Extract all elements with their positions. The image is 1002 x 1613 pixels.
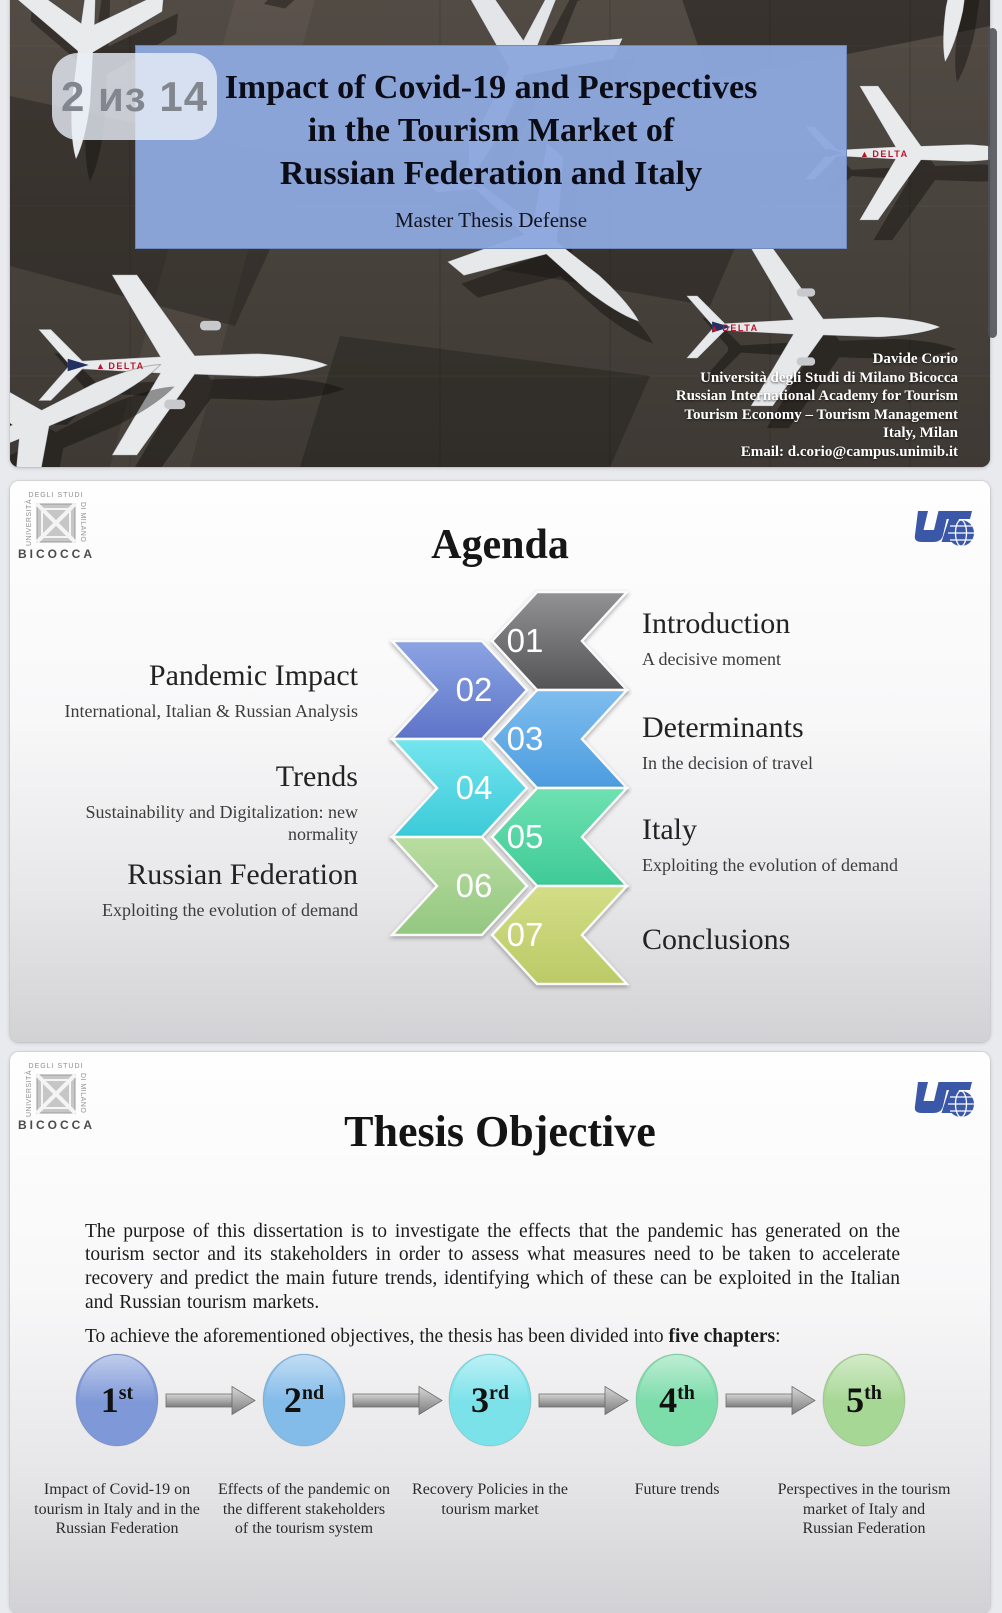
chapter-caption-5: Perspectives in the tourism market of Italy and Russian Federation [777,1481,951,1537]
chapter-caption-1: Impact of Covid-19 on tourism in Italy and in the Russian Federation [34,1481,200,1537]
agenda-label-italy [642,813,972,876]
chapter-caption-3: Recovery Policies in the tourism market [412,1481,568,1518]
delta-wordmark: ▲ DELTA [96,361,145,371]
chapters-diagram [30,1345,970,1457]
unimib-logo-name: BICOCCA [18,1118,95,1133]
chapter-circle-2 [263,1354,345,1446]
svg-text:4th: 4th [659,1380,695,1420]
step-number: 07 [506,916,544,953]
agenda-item-subtitle: Sustainability and Digitalization: new normality [85,802,358,844]
author-location: Italy, Milan [882,425,958,441]
author-program: Tourism Economy – Tourism Management [684,406,958,423]
chapter-arrow [353,1387,442,1415]
chapter-circle-3 [449,1354,531,1446]
chapter-circle-5 [823,1354,905,1446]
author-academy: Russian International Academy for Tourism [675,388,958,404]
scrollbar-thumb[interactable] [988,28,997,338]
svg-text:1st: 1st [100,1380,134,1420]
unimib-logo-name: BICOCCA [18,547,95,562]
agenda-label-introduction [642,607,972,670]
step-number: 06 [455,867,493,904]
agenda-item-subtitle: Exploiting the evolution of demand [642,855,898,875]
unimib-logo-text: DI MILANO [79,1073,86,1114]
step-number: 04 [455,769,493,806]
step-number: 05 [506,818,544,855]
author-university: Università degli Studi di Milano Bicocca [700,369,958,386]
chapter-circle-4 [636,1354,718,1446]
thesis-title-line: Russian Federation and Italy [279,155,703,192]
step-number: 03 [506,720,544,757]
agenda-label-russian-federation [18,858,358,921]
agenda-label-pandemic-impact [18,659,358,722]
slide-thesis-objective[interactable] [10,1052,990,1613]
svg-text:5th: 5th [846,1380,882,1420]
agenda-item-subtitle: Exploiting the evolution of demand [102,900,358,920]
agenda-item-title: Pandemic Impact [148,659,358,692]
agenda-item-title: Trends [275,760,358,793]
agenda-item-subtitle: A decisive moment [642,649,781,669]
agenda-item-title: Determinants [642,711,804,744]
objective-paragraph: The purpose of this dissertation is to investigate the effects that the pandemic has generated on the tourism sector and its stakeholders in order to assess what measures need to be taken to accelerate recovery and predict the main future trends, identifying which of these can be exploited in the Italian and Russian tourism markets. [85,1220,900,1313]
unimib-logo-text: UNIVERSITÀ [26,499,33,547]
svg-text:3rd: 3rd [471,1380,509,1420]
author-name: Davide Corio [872,351,958,367]
step-number: 02 [455,671,493,708]
author-email: Email: d.corio@campus.unimib.it [740,443,958,460]
svg-text:2nd: 2nd [283,1380,325,1420]
author-block [676,350,958,461]
slide-agenda[interactable] [10,481,990,1042]
agenda-heading: Agenda [431,522,569,568]
chapter-caption-2: Effects of the pandemic on the different stakeholders of the tourism system [217,1481,391,1537]
step-number: 01 [506,622,544,659]
chapters-intro-line: To achieve the aforementioned objectives, the thesis has been divided into five chapters: [85,1325,781,1347]
agenda-item-title: Conclusions [642,923,791,956]
unimib-logo-text: DI MILANO [79,502,86,543]
delta-wordmark: ▲ DELTA [860,149,909,159]
agenda-item-subtitle: In the decision of travel [642,753,813,773]
thesis-objective-heading: Thesis Objective [344,1107,656,1156]
unimib-logo-text: UNIVERSITÀ [26,1070,33,1118]
thesis-title-line: Impact of Covid-19 and Perspectives [224,69,758,106]
agenda-chevron-diagram [387,587,632,991]
chapter-arrow [726,1387,815,1415]
agenda-label-conclusions [642,923,972,964]
agenda-label-determinants [642,711,972,774]
chapter-caption-4: Future trends [634,1481,720,1498]
agenda-item-title: Introduction [642,607,791,640]
chapter-arrow [539,1387,628,1415]
chapter-arrow [166,1387,255,1415]
agenda-label-trends [18,760,358,845]
thesis-title-line: in the Tourism Market of [307,112,675,149]
title-box [135,45,847,249]
agenda-item-title: Italy [642,813,697,846]
chapter-circle-1 [76,1354,158,1446]
unimib-logo-text: DEGLI STUDI [28,492,84,499]
agenda-item-subtitle: International, Italian & Russian Analysis [64,701,358,721]
page-indicator-text: 2 из 14 [60,72,209,120]
agenda-item-title: Russian Federation [127,858,358,891]
thesis-subtitle: Master Thesis Defense [394,208,588,232]
page-indicator [52,53,217,140]
delta-wordmark: ▲ DELTA [710,323,759,333]
unimib-logo-text: DEGLI STUDI [28,1063,84,1070]
